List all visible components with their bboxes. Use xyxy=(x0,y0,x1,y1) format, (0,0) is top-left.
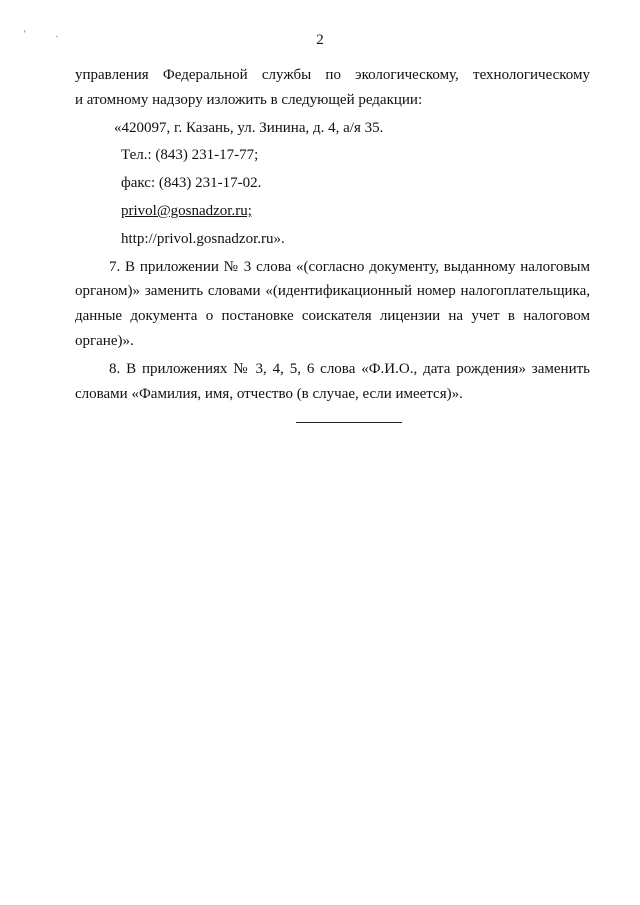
text-line: органом)» заменить словами «(идентификационный номер налогоплательщика, xyxy=(75,283,590,300)
paragraph-7 xyxy=(75,255,590,354)
text-line: 7. В приложении № 3 слова «(согласно документу, выданному налоговым xyxy=(109,258,590,275)
closing-rule xyxy=(296,422,402,423)
scan-specks: ' . xyxy=(24,29,73,39)
email-address[interactable]: privol@gosnadzor.ru; xyxy=(121,202,252,219)
text-line: данные документа о постановке соискателя лицензии на учет в налоговом xyxy=(75,308,590,325)
page-number: 2 xyxy=(316,32,324,48)
website-line: http://privol.gosnadzor.ru». xyxy=(121,230,285,247)
email-link[interactable] xyxy=(75,199,590,224)
document-body xyxy=(75,63,590,406)
text-line: 8. В приложениях № 3, 4, 5, 6 слова «Ф.И.О., дата рождения» заменить xyxy=(109,360,590,377)
phone-line: Тел.: (843) 231-17-77; xyxy=(121,147,259,164)
paragraph-8 xyxy=(75,357,590,407)
text-line: и атомному надзору изложить в следующей редакции: xyxy=(75,91,423,108)
address-line: «420097, г. Казань, ул. Зинина, д. 4, а/я 35. xyxy=(114,119,384,136)
text-line: органе)». xyxy=(75,332,134,349)
text-line: словами «Фамилия, имя, отчество (в случае, если имеется)». xyxy=(75,385,463,402)
fax-line: факс: (843) 231-17-02. xyxy=(121,175,262,192)
text-line: управления Федеральной службы по экологическому, технологическому xyxy=(75,67,590,83)
